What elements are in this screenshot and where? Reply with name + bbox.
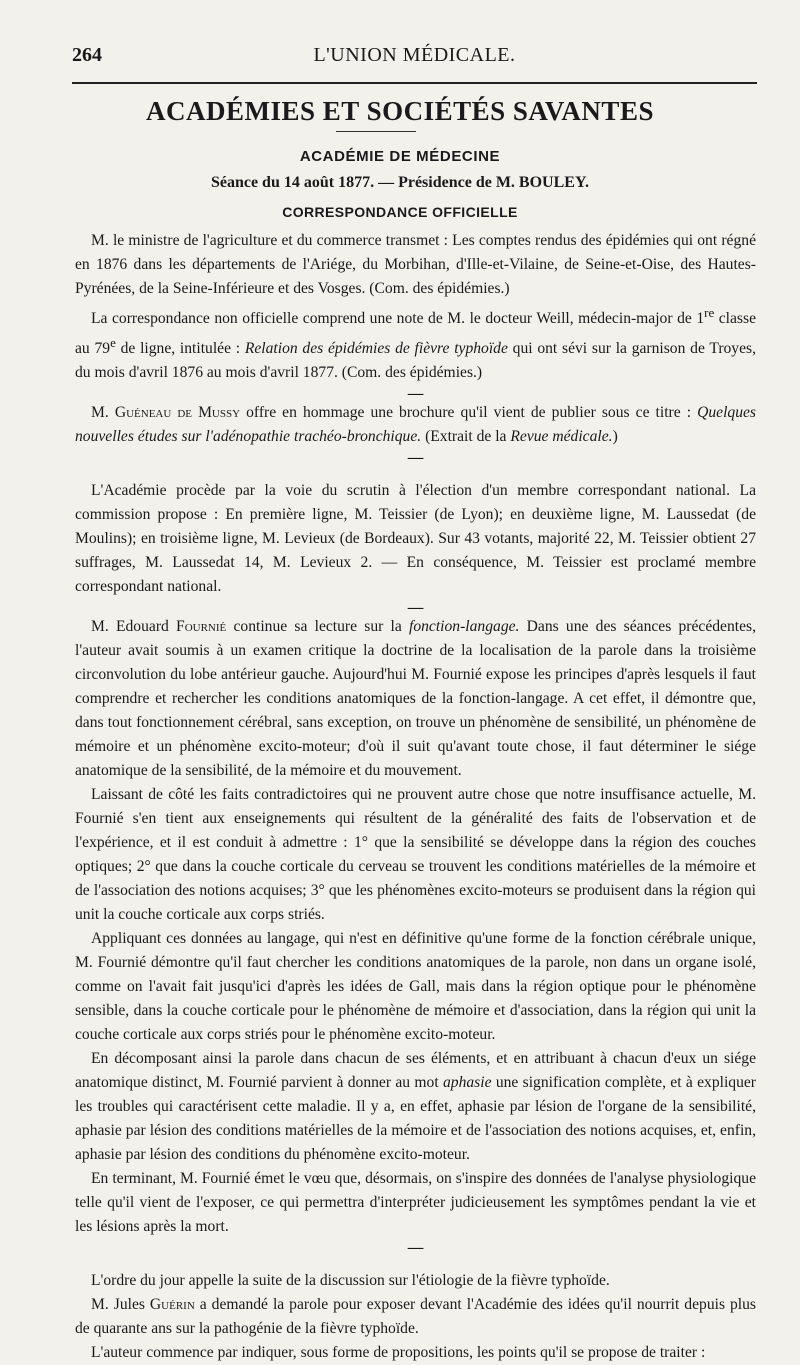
subsection-title: ACADÉMIE DE MÉDECINE: [299, 148, 501, 165]
separator: —: [407, 599, 424, 617]
paragraph-fournie-sensibility: Laissant de côté les faits contradictoires qui ne prouvent autre chose que notre insuffisance actuelle, M. Fournié s'en tient aux enseignements qui résultent de la généralité des faits de l'observation et de l'expérience, et il est conduit à admettre : 1° que la sensibilité se développe dans la région des couches optiques; 2° que dans la couche corticale du cerveau se trouvent les conditions matérielles de la mémoire et de l'association des notions acquises; 3° que les phénomènes excito-moteurs se produisent dans la région qui unit la couche corticale aux corps striés.: [75, 786, 756, 924]
paragraph-author-propositions: L'auteur commence par indiquer, sous forme de propositions, les points qu'il se propose de traiter :: [91, 1344, 706, 1362]
paragraph-fournie-intro: M. Edouard Fournié continue sa lecture sur la fonction-langage. Dans une des séances précédentes, l'auteur avait soumis à un examen critique la doctrine de la localisation de la parole dans la troisième circonvolution du lobe antérieur gauche. Aujourd'hui M. Fournié expose les principes d'après lesquels il faut comprendre et rechercher les conditions anatomiques de la fonction-langage. A cet effet, il démontre que, dans tout fonctionnement cérébral, sans exception, on trouve un phénomène de sensibilité, un phénomène de mémoire et un phénomène excito-moteur; d'où il suit qu'avant toute chose, il faut déterminer le siége anatomique de la sensibilité, de la mémoire et du mouvement.: [75, 618, 756, 780]
running-head: [72, 44, 757, 74]
paragraph-fournie-conclusion: En terminant, M. Fournié émet le vœu que, désormais, on s'inspire des données de l'analyse physiologique telle qu'il vient de l'exposer, ce qui permettra d'interpréter judicieusement les symptômes pendant la vie et les lésions après la mort.: [75, 1170, 756, 1236]
paragraph-election: L'Académie procède par la voie du scrutin à l'élection d'un membre correspondant national. La commission propose : En première ligne, M. Teissier (de Lyon); en deuxième ligne, M. Laussedat (de Moulins); en troisième ligne, M. Levieux (de Bordeaux). Sur 43 votants, majorité 22, M. Teissier obtient 27 suffrages, M. Laussedat 14, M. Levieux 2. — En conséquence, M. Teissier est proclamé membre correspondant national.: [75, 482, 756, 596]
paragraph-gueneau: M. Guéneau de Mussy offre en hommage une brochure qu'il vient de publier sous ce titre : Quelques nouvelles études sur l'adénopathie trachéo-bronchique. (Extrait de la Revue médicale.): [75, 404, 756, 446]
paragraph-weill-note: La correspondance non officielle comprend une note de M. le docteur Weill, médecin-major de 1re classe au 79e de ligne, intitulée : Relation des épidémies de fièvre typhoïde qui ont sévi sur la garnison de Troyes, du mois d'avril 1876 au mois d'avril 1877. (Com. des épidémies.): [75, 305, 756, 382]
title-rule: [336, 131, 416, 132]
separator: —: [407, 1239, 424, 1257]
separator: —: [407, 385, 424, 403]
paragraph-guerin: M. Jules Guérin a demandé la parole pour exposer devant l'Académie des idées qu'il nourrit depuis plus de quarante ans sur la pathogénie de la fièvre typhoïde.: [75, 1296, 756, 1338]
header-rule: [72, 82, 757, 84]
correspondence-title: CORRESPONDANCE OFFICIELLE: [282, 204, 518, 220]
page-number: 264: [72, 44, 102, 66]
article-body: [75, 229, 756, 1365]
separator: —: [407, 449, 424, 467]
paragraph-fournie-aphasia: En décomposant ainsi la parole dans chacun de ses éléments, et en attribuant à chacun d'eux un siége anatomique distinct, M. Fournié parvient à donner au mot aphasie une signification complète, et à expliquer les troubles qui caractérisent cette maladie. Il y a, en effet, aphasie par lésion de l'organe de la sensibilité, aphasie par lésion des conditions matérielles de la mémoire et de l'association des notions acquises, et, enfin, aphasie par lésion des conditions du phénomène excito-moteur.: [75, 1050, 756, 1164]
session-line: Séance du 14 août 1877. — Présidence de M. BOULEY.: [210, 174, 590, 191]
paragraph-ministry: M. le ministre de l'agriculture et du commerce transmet : Les comptes rendus des épidémies qui ont régné en 1876 dans les départements de l'Ariége, du Morbihan, d'Ille-et-Vilaine, de Seine-et-Oise, des Hautes-Pyrénées, de la Seine-Inférieure et des Vosges. (Com. des épidémies.): [75, 232, 756, 297]
paragraph-fournie-language: Appliquant ces données au langage, qui n'est en définitive qu'une forme de la fonction cérébrale unique, M. Fournié démontre qu'il faut chercher les conditions anatomiques de la parole, non dans un organe isolé, comme on l'avait fait jusqu'ici d'après les idées de Gall, mais dans la région optique pour le phénomène sensible, dans la couche corticale pour le phénomène de mémoire et d'association, dans la région qui unit la couche corticale aux corps striés pour le phénomène excito-moteur.: [75, 930, 756, 1044]
paragraph-order-of-day: L'ordre du jour appelle la suite de la discussion sur l'étiologie de la fièvre typhoïde.: [91, 1272, 610, 1290]
journal-title: L'UNION MÉDICALE.: [313, 44, 516, 66]
section-title: ACADÉMIES ET SOCIÉTÉS SAVANTES: [146, 96, 654, 126]
